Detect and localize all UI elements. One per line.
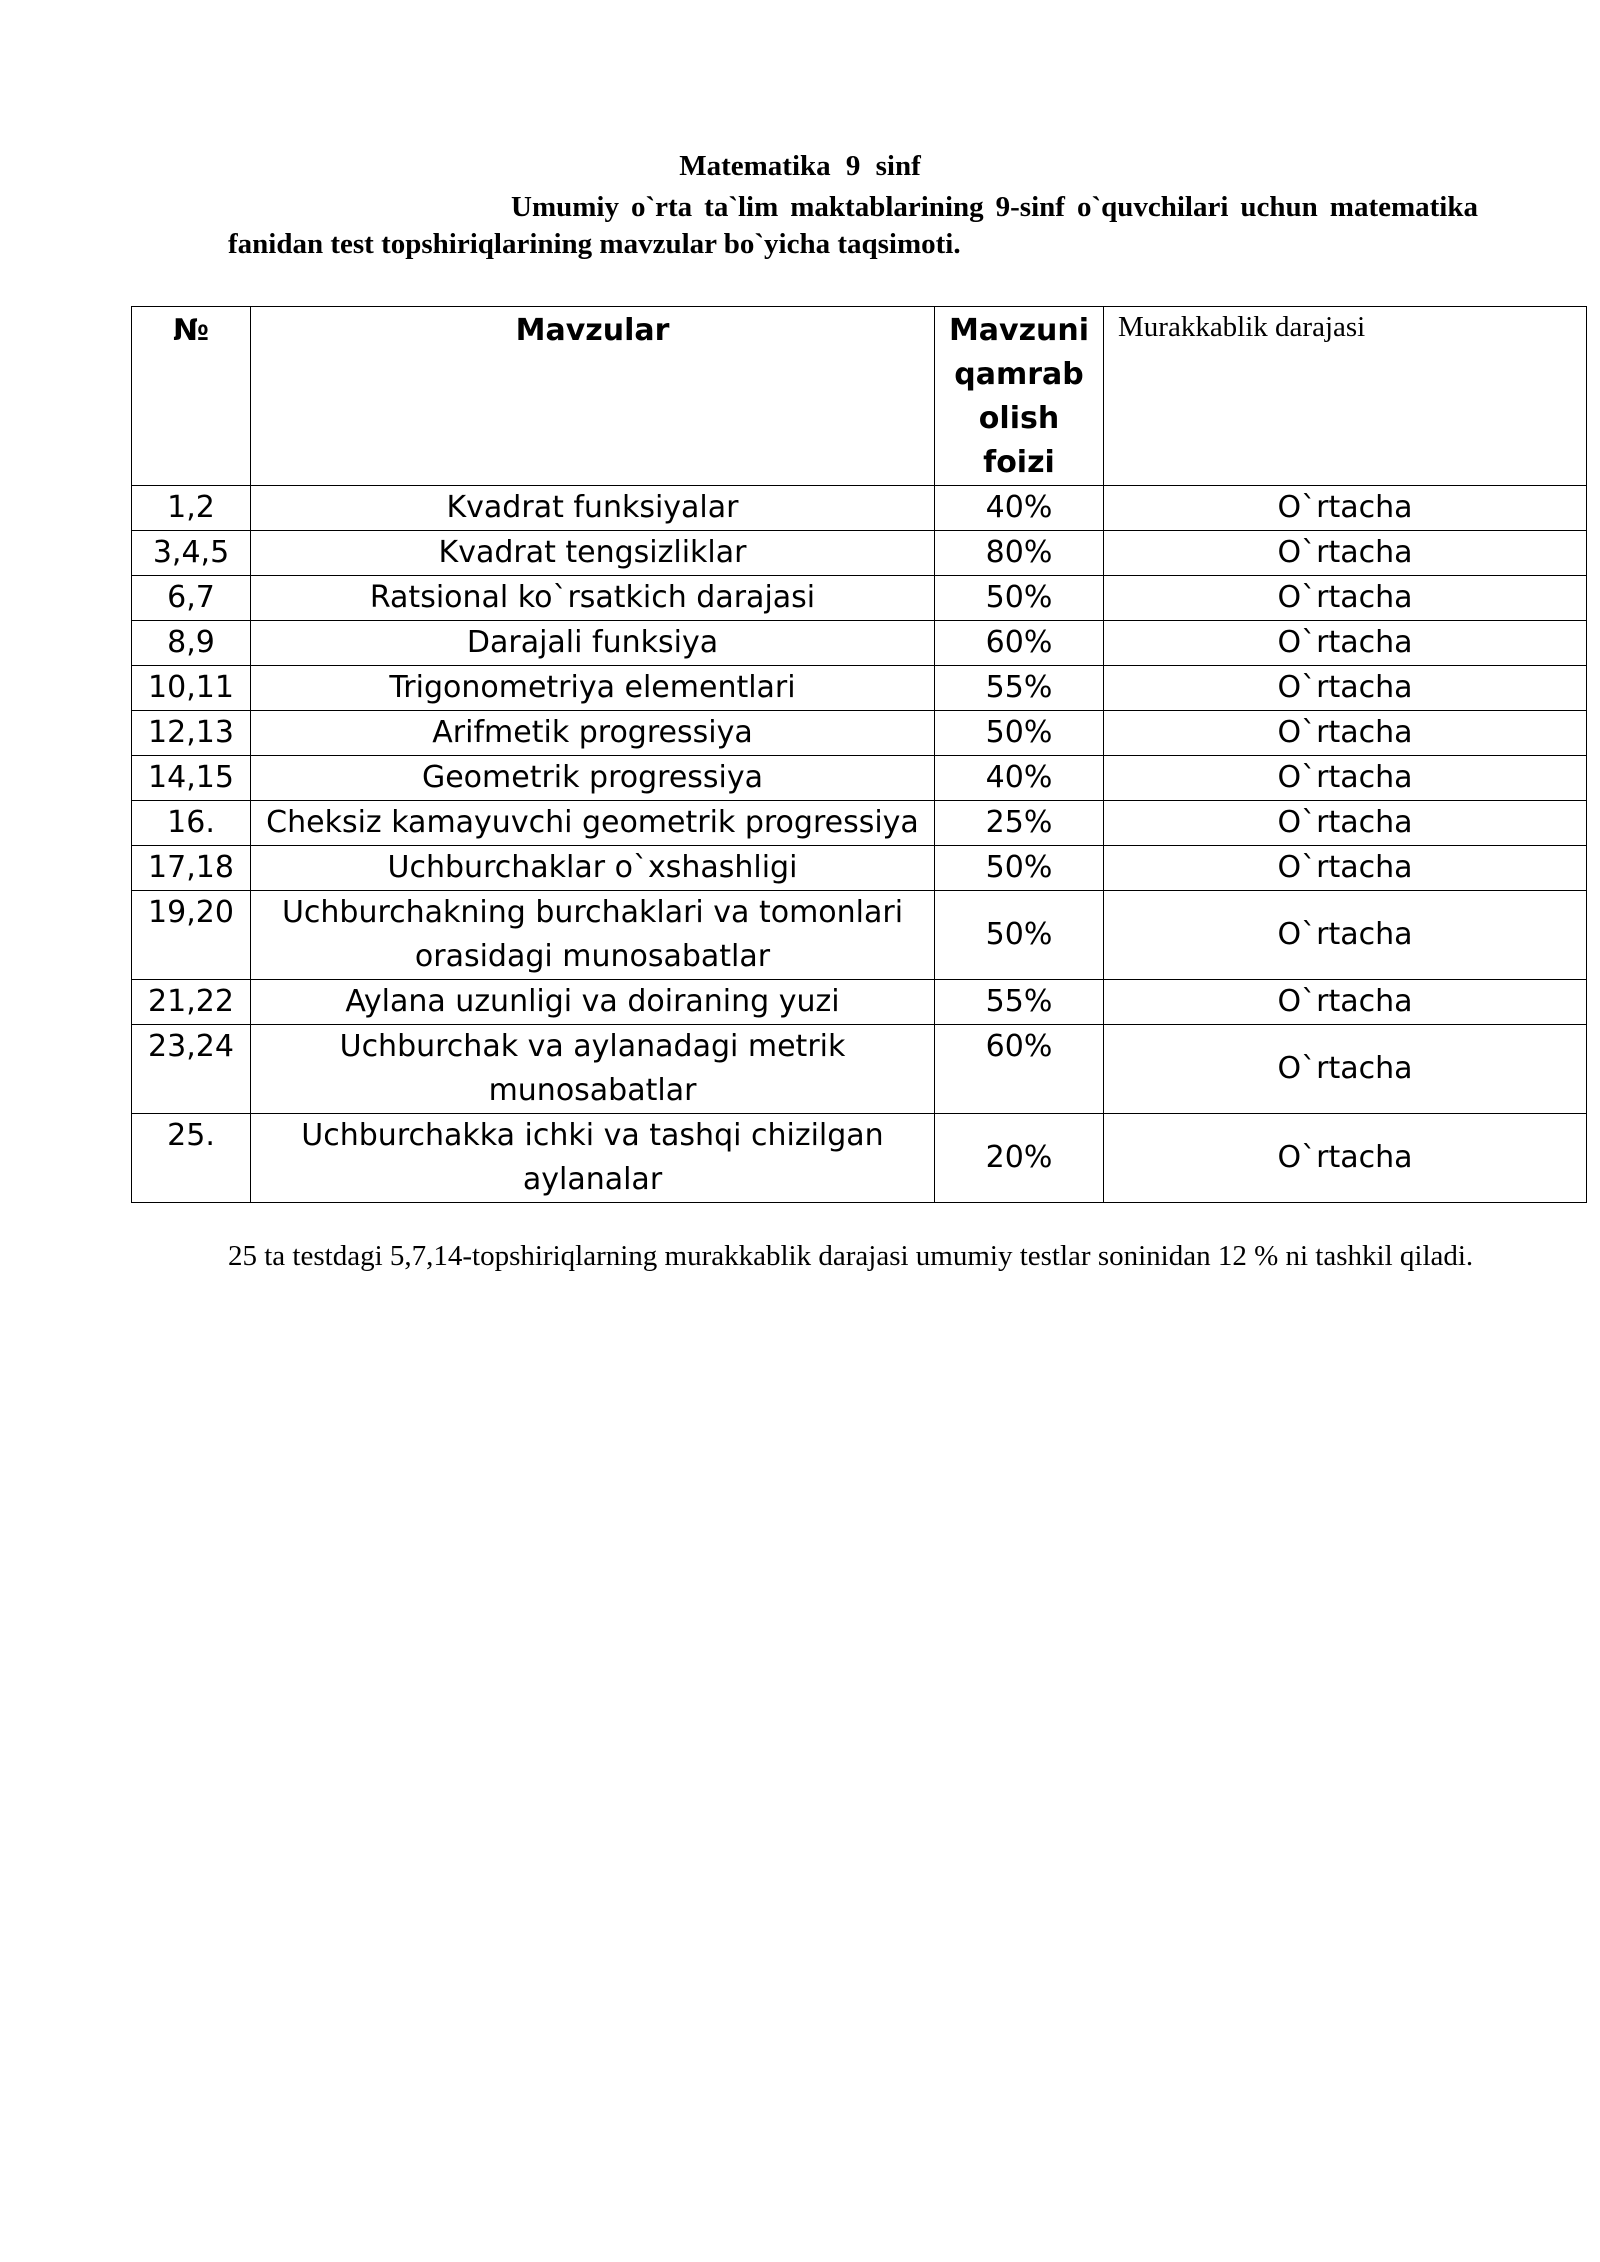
footnote: 25 ta testdagi 5,7,14-topshiriqlarning murakkablik darajasi umumiy testlar soninidan 12 % ni tashkil qiladi. xyxy=(228,1240,1474,1272)
row-coverage: 50% xyxy=(935,846,1104,891)
row-number: 3,4,5 xyxy=(132,531,251,576)
header-topic: Mavzular xyxy=(251,307,935,486)
row-difficulty: O`rtacha xyxy=(1104,486,1587,531)
table-row xyxy=(132,1025,1587,1114)
table-row xyxy=(132,891,1587,980)
document-subtitle: Umumiy o`rta ta`lim maktablarining 9-sinf o`quvchilari uchun matematika fanidan test topshiriqlarining mavzular bo`yicha taqsimoti. xyxy=(228,191,1478,260)
row-number: 8,9 xyxy=(132,621,251,666)
header-coverage: Mavzuni qamrab olish foizi xyxy=(935,307,1104,486)
row-topic: Geometrik progressiya xyxy=(251,756,935,801)
row-number: 12,13 xyxy=(132,711,251,756)
topics-table xyxy=(131,306,1587,1203)
document-title: Matematika 9 sinf xyxy=(679,150,921,182)
table-row xyxy=(132,1114,1587,1203)
table-row xyxy=(132,711,1587,756)
row-difficulty: O`rtacha xyxy=(1104,1114,1587,1203)
row-difficulty: O`rtacha xyxy=(1104,846,1587,891)
table-row xyxy=(132,756,1587,801)
row-coverage: 60% xyxy=(935,621,1104,666)
row-topic: Uchburchaklar o`xshashligi xyxy=(251,846,935,891)
row-coverage: 40% xyxy=(935,486,1104,531)
table-row xyxy=(132,621,1587,666)
row-topic: Arifmetik progressiya xyxy=(251,711,935,756)
row-difficulty: O`rtacha xyxy=(1104,531,1587,576)
table-header-row xyxy=(132,307,1587,486)
row-topic: Uchburchakka ichki va tashqi chizilgan aylanalar xyxy=(251,1114,935,1203)
row-topic: Ratsional ko`rsatkich darajasi xyxy=(251,576,935,621)
row-difficulty: O`rtacha xyxy=(1104,1025,1587,1114)
row-number: 17,18 xyxy=(132,846,251,891)
table-row xyxy=(132,486,1587,531)
table-row xyxy=(132,576,1587,621)
row-topic: Kvadrat tengsizliklar xyxy=(251,531,935,576)
row-difficulty: O`rtacha xyxy=(1104,576,1587,621)
row-difficulty: O`rtacha xyxy=(1104,621,1587,666)
row-topic: Uchburchakning burchaklari va tomonlari orasidagi munosabatlar xyxy=(251,891,935,980)
table-row xyxy=(132,666,1587,711)
row-coverage: 60% xyxy=(935,1025,1104,1114)
header-difficulty: Murakkablik darajasi xyxy=(1104,307,1587,486)
row-number: 14,15 xyxy=(132,756,251,801)
row-topic: Trigonometriya elementlari xyxy=(251,666,935,711)
row-number: 1,2 xyxy=(132,486,251,531)
row-number: 23,24 xyxy=(132,1025,251,1114)
row-difficulty: O`rtacha xyxy=(1104,980,1587,1025)
row-topic: Uchburchak va aylanadagi metrik munosabatlar xyxy=(251,1025,935,1114)
row-topic: Darajali funksiya xyxy=(251,621,935,666)
row-number: 6,7 xyxy=(132,576,251,621)
row-coverage: 20% xyxy=(935,1114,1104,1203)
row-difficulty: O`rtacha xyxy=(1104,756,1587,801)
row-number: 25. xyxy=(132,1114,251,1203)
table-row xyxy=(132,801,1587,846)
row-coverage: 50% xyxy=(935,891,1104,980)
row-number: 10,11 xyxy=(132,666,251,711)
table-row xyxy=(132,980,1587,1025)
row-coverage: 50% xyxy=(935,711,1104,756)
row-coverage: 25% xyxy=(935,801,1104,846)
header-number: № xyxy=(132,307,251,486)
row-difficulty: O`rtacha xyxy=(1104,801,1587,846)
row-topic: Cheksiz kamayuvchi geometrik progressiya xyxy=(251,801,935,846)
row-difficulty: O`rtacha xyxy=(1104,666,1587,711)
row-topic: Kvadrat funksiyalar xyxy=(251,486,935,531)
row-coverage: 50% xyxy=(935,576,1104,621)
row-coverage: 80% xyxy=(935,531,1104,576)
row-number: 16. xyxy=(132,801,251,846)
row-difficulty: O`rtacha xyxy=(1104,711,1587,756)
table-row xyxy=(132,846,1587,891)
row-coverage: 40% xyxy=(935,756,1104,801)
row-topic: Aylana uzunligi va doiraning yuzi xyxy=(251,980,935,1025)
row-coverage: 55% xyxy=(935,980,1104,1025)
row-difficulty: O`rtacha xyxy=(1104,891,1587,980)
table-row xyxy=(132,531,1587,576)
row-number: 21,22 xyxy=(132,980,251,1025)
row-coverage: 55% xyxy=(935,666,1104,711)
row-number: 19,20 xyxy=(132,891,251,980)
